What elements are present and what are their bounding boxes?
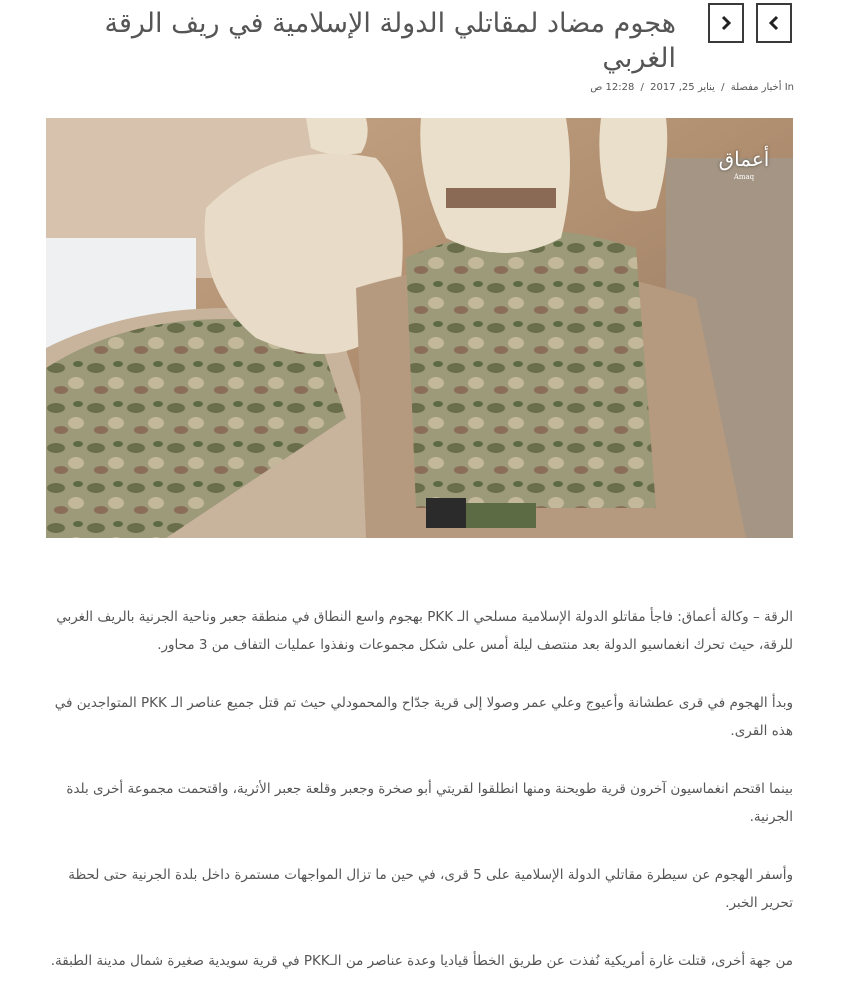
agency-logo [716,146,772,194]
prev-article-button[interactable] [708,3,744,43]
article-meta [560,82,794,93]
logo-subtext: Amaq [733,173,755,181]
article-paragraph: من جهة أخرى، قتلت غارة أمريكية نُفذت عن طريق الخطأ قياديا وعدة عناصر من الـPKK في قرية سويدية صغيرة شمال مدينة الطبقة. [50,953,793,969]
article-paragraph: بينما اقتحم انغماسيون آخرون قرية طويحنة ومنها انطلقوا لقريتي أبو صخرة وجعبر وقلعة جعبر الأثرية، واقتحمت مجموعة أخرى بلدة الجرنية. [66,781,793,825]
logo-text: أعماق [718,147,770,171]
meta-time: 12:28 ص [590,82,635,93]
article-paragraph: وأسفر الهجوم عن سيطرة مقاتلي الدولة الإسلامية على 5 قرى، في حين ما تزال المواجهات مستمرة داخل بلدة الجرنية حتى لحظة تحرير الخبر. [68,867,793,911]
chevron-left-icon [766,15,782,31]
next-article-button[interactable] [756,3,792,43]
meta-in-label: In [784,82,794,93]
article-paragraph: وبدأ الهجوم في قرى عطشانة وأعيوج وعلي عمر وصولا إلى قرية جدّاح والمحمودلي حيث تم قتل جميع عناصر الـ PKK المتواجدين في هذه القرى. [54,695,793,739]
chevron-right-icon [718,15,734,31]
meta-category-link[interactable]: أخبار مفصلة [730,82,782,93]
meta-date: يناير 25, 2017 [650,82,715,93]
article-photo [46,118,793,538]
meta-separator: / [721,82,725,93]
article-paragraph: الرقة – وكالة أعماق: فاجأ مقاتلو الدولة الإسلامية مسلحي الـ PKK بهجوم واسع النطاق في منطقة جعبر وناحية الجرنية بالريف الغربي للرقة، حيث تحرك انغماسيو الدولة بعد منتصف ليلة أمس على شكل مجموعات ونفذوا عمليات التفاف من 3 محاور. [56,609,793,653]
article-title: هجوم مضاد لمقاتلي الدولة الإسلامية في ريف الرقة الغربي [104,8,676,74]
meta-separator: / [640,82,644,93]
